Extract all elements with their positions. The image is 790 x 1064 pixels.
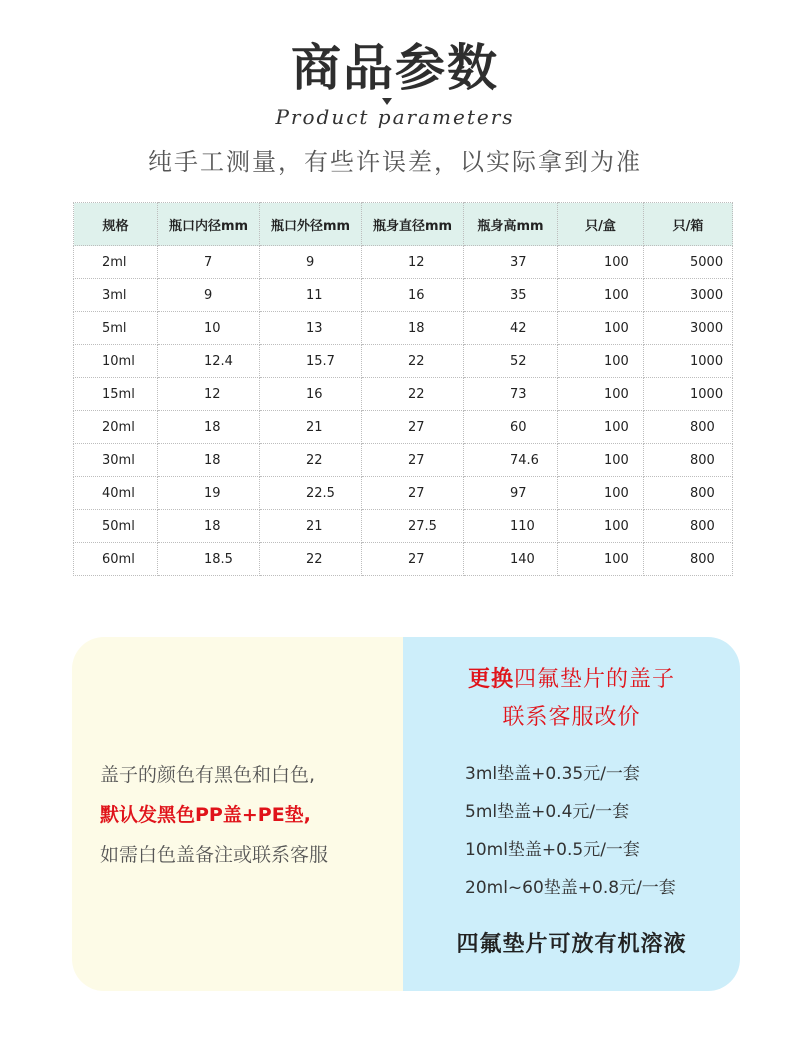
cap-color-panel	[72, 637, 403, 991]
table-cell: 19	[158, 477, 260, 510]
table-cell: 18	[158, 510, 260, 543]
table-cell: 18	[362, 312, 464, 345]
cap-color-text	[100, 755, 400, 875]
table-cell: 100	[558, 411, 644, 444]
spec-cell: 15ml	[74, 378, 158, 411]
table-cell: 9	[158, 279, 260, 312]
price-item: 20ml~60垫盖+0.8元/一套	[465, 878, 676, 898]
table-cell: 800	[644, 411, 733, 444]
table-cell: 18	[158, 444, 260, 477]
table-cell: 97	[464, 477, 558, 510]
price-list	[465, 755, 735, 907]
table-row	[74, 543, 733, 576]
table-row	[74, 312, 733, 345]
table-cell: 60	[464, 411, 558, 444]
table-cell: 22	[362, 345, 464, 378]
table-cell: 27	[362, 543, 464, 576]
table-cell: 12.4	[158, 345, 260, 378]
title-second-line: 联系客服改价	[502, 705, 641, 730]
title-bold-text: 更换	[467, 667, 514, 692]
table-cell: 100	[558, 510, 644, 543]
table-cell: 37	[464, 246, 558, 279]
table-cell: 27	[362, 477, 464, 510]
ptfe-pad-footer: 四氟垫片可放有机溶液	[456, 932, 687, 957]
table-row	[74, 345, 733, 378]
table-cell: 11	[260, 279, 362, 312]
table-cell: 73	[464, 378, 558, 411]
table-cell: 27	[362, 411, 464, 444]
table-cell: 100	[558, 279, 644, 312]
table-row	[74, 477, 733, 510]
table-row	[74, 510, 733, 543]
table-header-row	[74, 203, 733, 246]
table-cell: 15.7	[260, 345, 362, 378]
info-panel	[72, 637, 740, 991]
ptfe-pad-title	[403, 661, 740, 737]
measurement-note: 纯手工测量，有些许误差，以实际拿到为准	[148, 148, 642, 176]
table-cell: 22.5	[260, 477, 362, 510]
table-cell: 800	[644, 477, 733, 510]
table-cell: 100	[558, 444, 644, 477]
table-body	[74, 246, 733, 576]
table-cell: 21	[260, 411, 362, 444]
table-cell: 100	[558, 246, 644, 279]
spec-cell: 5ml	[74, 312, 158, 345]
table-cell: 52	[464, 345, 558, 378]
table-cell: 100	[558, 477, 644, 510]
spec-cell: 20ml	[74, 411, 158, 444]
table-cell: 9	[260, 246, 362, 279]
spec-cell: 30ml	[74, 444, 158, 477]
table-cell: 18	[158, 411, 260, 444]
table-cell: 800	[644, 543, 733, 576]
column-header: 规格	[74, 203, 158, 246]
table-cell: 3000	[644, 279, 733, 312]
table-cell: 140	[464, 543, 558, 576]
title-rest-text: 四氟垫片的盖子	[514, 667, 676, 692]
parameters-table	[73, 202, 733, 576]
table-cell: 7	[158, 246, 260, 279]
cap-color-line: 盖子的颜色有黑色和白色,	[100, 764, 316, 786]
table-cell: 3000	[644, 312, 733, 345]
table-cell: 10	[158, 312, 260, 345]
table-row	[74, 378, 733, 411]
table-cell: 22	[362, 378, 464, 411]
table-cell: 1000	[644, 345, 733, 378]
column-header: 瓶身高mm	[464, 203, 558, 246]
table-cell: 800	[644, 444, 733, 477]
table-cell: 12	[362, 246, 464, 279]
table-cell: 5000	[644, 246, 733, 279]
column-header: 瓶口外径mm	[260, 203, 362, 246]
table-cell: 74.6	[464, 444, 558, 477]
price-item: 3ml垫盖+0.35元/一套	[465, 764, 640, 784]
table-cell: 21	[260, 510, 362, 543]
table-cell: 110	[464, 510, 558, 543]
table-cell: 22	[260, 543, 362, 576]
title-dot-icon	[382, 98, 392, 105]
table-cell: 27	[362, 444, 464, 477]
default-cap-line: 默认发黑色PP盖+PE垫,	[100, 804, 311, 826]
table-cell: 100	[558, 543, 644, 576]
table-cell: 16	[362, 279, 464, 312]
table-cell: 100	[558, 378, 644, 411]
table-row	[74, 279, 733, 312]
table-cell: 800	[644, 510, 733, 543]
column-header: 瓶身直径mm	[362, 203, 464, 246]
table-cell: 16	[260, 378, 362, 411]
price-item: 10ml垫盖+0.5元/一套	[465, 840, 640, 860]
table-cell: 100	[558, 312, 644, 345]
table-cell: 1000	[644, 378, 733, 411]
spec-cell: 3ml	[74, 279, 158, 312]
ptfe-pad-panel	[403, 637, 740, 991]
table-cell: 18.5	[158, 543, 260, 576]
table-cell: 12	[158, 378, 260, 411]
table-row	[74, 246, 733, 279]
table-cell: 35	[464, 279, 558, 312]
spec-cell: 40ml	[74, 477, 158, 510]
spec-cell: 50ml	[74, 510, 158, 543]
spec-cell: 2ml	[74, 246, 158, 279]
table-cell: 42	[464, 312, 558, 345]
column-header: 只/盒	[558, 203, 644, 246]
table-cell: 27.5	[362, 510, 464, 543]
page-subtitle-english: Product parameters	[275, 105, 515, 129]
spec-cell: 10ml	[74, 345, 158, 378]
table-cell: 13	[260, 312, 362, 345]
table-cell: 22	[260, 444, 362, 477]
white-cap-note-line: 如需白色盖备注或联系客服	[100, 844, 329, 866]
table-row	[74, 411, 733, 444]
column-header: 只/箱	[644, 203, 733, 246]
price-item: 5ml垫盖+0.4元/一套	[465, 802, 630, 822]
column-header: 瓶口内径mm	[158, 203, 260, 246]
spec-cell: 60ml	[74, 543, 158, 576]
table-row	[74, 444, 733, 477]
page-title: 商品参数	[291, 39, 499, 97]
table-cell: 100	[558, 345, 644, 378]
